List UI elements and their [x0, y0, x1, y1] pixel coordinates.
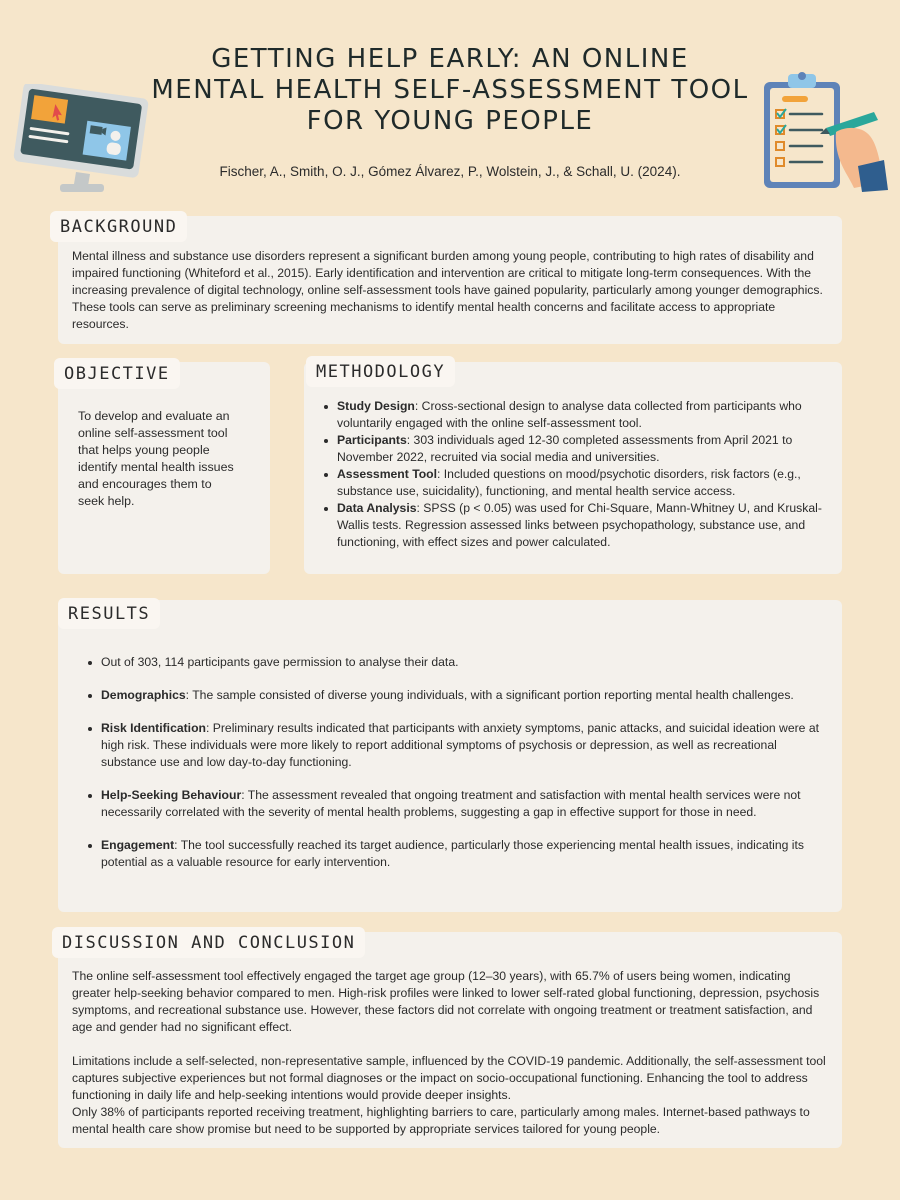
- list-item: [88, 787, 822, 821]
- item-text: : The tool successfully reached its target audience, particularly those experiencing mental health issues, indicating its potential as a valuable resource for early intervention.: [101, 838, 804, 869]
- discussion-paragraph-2: Limitations include a self-selected, non-representative sample, influenced by the COVID-19 pandemic. Additionally, the self-assessment tool captures subjective experiences but not formal diagnoses or the impact on socio-occupational functioning. Enhancing the tool to address functioning in daily life and help-seeking intentions would provide deeper insights.: [72, 1054, 826, 1102]
- item-text: : Included questions on mood/psychotic disorders, risk factors (e.g., substance use, suicidality), functioning, and mental health service access.: [337, 467, 801, 498]
- item-label: Engagement: [101, 838, 175, 852]
- item-label: Data Analysis: [337, 501, 417, 515]
- item-label: Study Design: [337, 399, 415, 413]
- item-label: Help-Seeking Behaviour: [101, 788, 242, 802]
- poster-title: GETTING HELP EARLY: AN ONLINE MENTAL HEALTH SELF-ASSESSMENT TOOL FOR YOUNG PEOPLE: [151, 44, 749, 136]
- objective-text: To develop and evaluate an online self-assessment tool that helps young people identify mental health issues and encourages them to seek help.: [78, 409, 234, 508]
- discussion-panel: [58, 932, 842, 1148]
- item-text: : The sample consisted of diverse young individuals, with a significant portion reporting mental health challenges.: [185, 688, 794, 702]
- item-text: : 303 individuals aged 12-30 completed assessments from April 2021 to November 2022, recruited via social media and universities.: [337, 433, 793, 464]
- item-label: Demographics: [101, 688, 186, 702]
- item-label: Assessment Tool: [337, 467, 438, 481]
- methodology-panel: [304, 362, 842, 574]
- clipboard-checklist-icon: [760, 70, 890, 192]
- results-panel: [58, 600, 842, 912]
- list-item: [88, 654, 822, 671]
- list-item: [88, 687, 822, 704]
- discussion-body: [72, 968, 832, 1138]
- item-label: Risk Identification: [101, 721, 206, 735]
- item-text: : Preliminary results indicated that participants with anxiety symptoms, panic attacks, and suicidal ideation were at high risk. These individuals were more likely to report additional symptoms of psychosis or depression, as well as recreational substance use and low day-to-day functioning.: [101, 721, 820, 769]
- author-citation: Fischer, A., Smith, O. J., Gómez Álvarez, P., Wolstein, J., & Schall, U. (2024).: [219, 164, 681, 179]
- discussion-paragraph-1: The online self-assessment tool effectively engaged the target age group (12–30 years), with 65.7% of users being women, indicating greater help-seeking behavior compared to men. High-risk profiles were linked to lower self-rated global functioning, depression, psychosis symptoms, and recreational substance use. However, these factors did not correlate with ongoing treatment or treatment satisfaction, and age and gender had no significant effect.: [72, 969, 820, 1034]
- list-item: [88, 837, 822, 871]
- computer-monitor-icon: [12, 84, 152, 196]
- objective-heading: OBJECTIVE: [54, 358, 180, 389]
- discussion-paragraph-3: Only 38% of participants reported receiving treatment, highlighting barriers to care, particularly among males. Internet-based pathways to mental health care show promise but need to be supported by appropriate services tailored for young people.: [72, 1105, 810, 1136]
- list-item: [324, 398, 824, 432]
- list-item: [324, 432, 824, 466]
- item-text: : Cross-sectional design to analyse data collected from participants who voluntarily engaged with the online self-assessment tool.: [337, 399, 802, 430]
- results-heading: RESULTS: [58, 598, 160, 629]
- item-label: Participants: [337, 433, 407, 447]
- discussion-heading: DISCUSSION AND CONCLUSION: [52, 927, 365, 958]
- list-item: [324, 500, 824, 551]
- item-text: : SPSS (p < 0.05) was used for Chi-Square, Mann-Whitney U, and Kruskal-Wallis tests. Regression assessed links between psychopathology, substance use, and functioning, with effect sizes and power calculated.: [337, 501, 822, 549]
- objective-panel: [58, 362, 270, 574]
- item-text: Out of 303, 114 participants gave permission to analyse their data.: [101, 655, 459, 669]
- background-heading: BACKGROUND: [50, 211, 187, 242]
- item-text: : The assessment revealed that ongoing treatment and satisfaction with mental health services were not necessarily correlated with the severity of mental health problems, suggesting a gap in effective support for those in need.: [101, 788, 801, 819]
- results-list: [88, 654, 822, 887]
- methodology-list: [324, 398, 824, 551]
- list-item: [324, 466, 824, 500]
- methodology-heading: METHODOLOGY: [306, 356, 455, 387]
- list-item: [88, 720, 822, 771]
- background-text: Mental illness and substance use disorders represent a significant burden among young people, contributing to high rates of disability and impaired functioning (Whiteford et al., 2015). Early identification and intervention are critical to mitigate long-term consequences. With the increasing prevalence of digital technology, online self-assessment tools have gained popularity, particularly among younger demographics. These tools can serve as preliminary screening mechanisms to identify mental health concerns and facilitate access to appropriate resources.: [72, 249, 823, 331]
